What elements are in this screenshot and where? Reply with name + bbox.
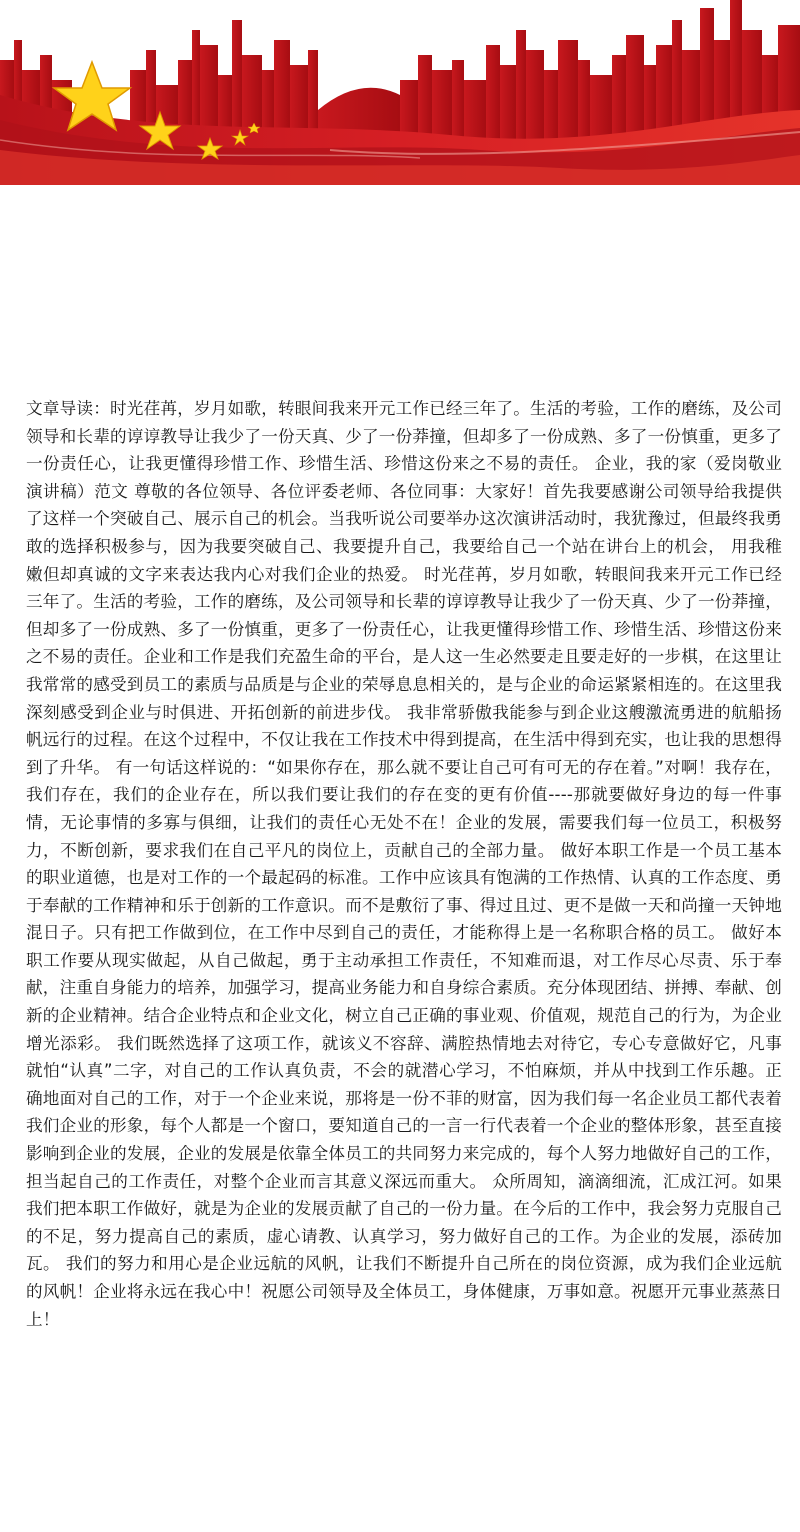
banner-graphic — [0, 0, 800, 185]
article-body: 文章导读：时光荏苒，岁月如歌，转眼间我来开元工作已经三年了。生活的考验，工作的磨练，及公司领导和长辈的谆谆教导让我少了一份天真、少了一份莽撞，但却多了一份成熟、多了一份慎重，更多了一份责任心，让我更懂得珍惜工作、珍惜生活、珍惜这份来之不易的责任。 企业，我的家（爱岗敬业演讲稿）范文 尊敬的各位领导、各位评委老师、各位同事：大家好！首先我要感谢公司领导给我提供了这样一个突破自己、展示自己的机会。当我听说公司要举办这次演讲活动时，我犹豫过，但最终我勇敢的选择积极参与，因为我要突破自己、我要提升自己，我要给自己一个站在讲台上的机会， 用我稚嫩但却真诚的文字来表达我内心对我们企业的热爱。 时光荏苒，岁月如歌，转眼间我来开元工作已经三年了。生活的考验，工作的磨练，及公司领导和长辈的谆谆教导让我少了一份天真、少了一份莽撞，但却多了一份成熟、多了一份慎重，更多了一份责任心，让我更懂得珍惜工作、珍惜生活、珍惜这份来之不易的责任。企业和工作是我们充盈生命的平台，是人这一生必然要走且要走好的一步棋，在这里让我常常的感受到员工的素质与品质是与企业的荣辱息息相关的，是与企业的命运紧紧相连的。在这里我深刻感受到企业与时俱进、开拓创新的前进步伐。 我非常骄傲我能参与到企业这艘激流勇进的航船扬帆远行的过程。在这个过程中，不仅让我在工作技术中得到提高，在生活中得到充实，也让我的思想得到了升华。 有一句话这样说的：“如果你存在，那么就不要让自己可有可无的存在着。”对啊！我存在，我们存在，我们的企业存在，所以我们要让我们的存在变的更有价值----那就要做好身边的每一件事情，无论事情的多寡与俱细，让我们的责任心无处不在！企业的发展，需要我们每一位员工，积极努力，不断创新，要求我们在自己平凡的岗位上，贡献自己的全部力量。 做好本职工作是一个员工基本的职业道德，也是对工作的一个最起码的标准。工作中应该具有饱满的工作热情、认真的工作态度、勇于奉献的工作精神和乐于创新的工作意识。而不是敷衍了事、得过且过、更不是做一天和尚撞一天钟地混日子。只有把工作做到位，在工作中尽到自己的责任，才能称得上是一名称职合格的员工。 做好本职工作要从现实做起，从自己做起，勇于主动承担工作责任，不知难而退，对工作尽心尽责、乐于奉献，注重自身能力的培养，加强学习，提高业务能力和自身综合素质。充分体现团结、拼搏、奉献、创新的企业精神。结合企业特点和企业文化，树立自己正确的事业观、价值观，规范自己的行为，为企业增光添彩。 我们既然选择了这项工作，就该义不容辞、满腔热情地去对待它，专心专意做好它，凡事就怕“认真”二字，对自己的工作认真负责，不会的就潜心学习，不怕麻烦，并从中找到工作乐趣。正确地面对自己的工作，对于一个企业来说，那将是一份不菲的财富，因为我们每一名企业员工都代表着我们企业的形象，每个人都是一个窗口，要知道自己的一言一行代表着一个企业的整体形象，甚至直接影响到企业的发展，企业的发展是依靠全体员工的共同努力来完成的，每个人努力地做好自己的工作，担当起自己的工作责任，对整个企业而言其意义深远而重大。 众所周知，滴滴细流，汇成江河。如果我们把本职工作做好，就是为企业的发展贡献了自己的一份力量。在今后的工作中，我会努力克服自己的不足，努力提高自己的素质，虚心请教、认真学习，努力做好自己的工作。为企业的发展，添砖加瓦。 我们的努力和用心是企业远航的风帆，让我们不断提升自己所在的岗位资源，成为我们企业远航的风帆！企业将永远在我心中！祝愿公司领导及全体员工，身体健康，万事如意。祝愿开元事业蒸蒸日上！ — [26, 399, 782, 1329]
header-banner — [0, 0, 800, 185]
